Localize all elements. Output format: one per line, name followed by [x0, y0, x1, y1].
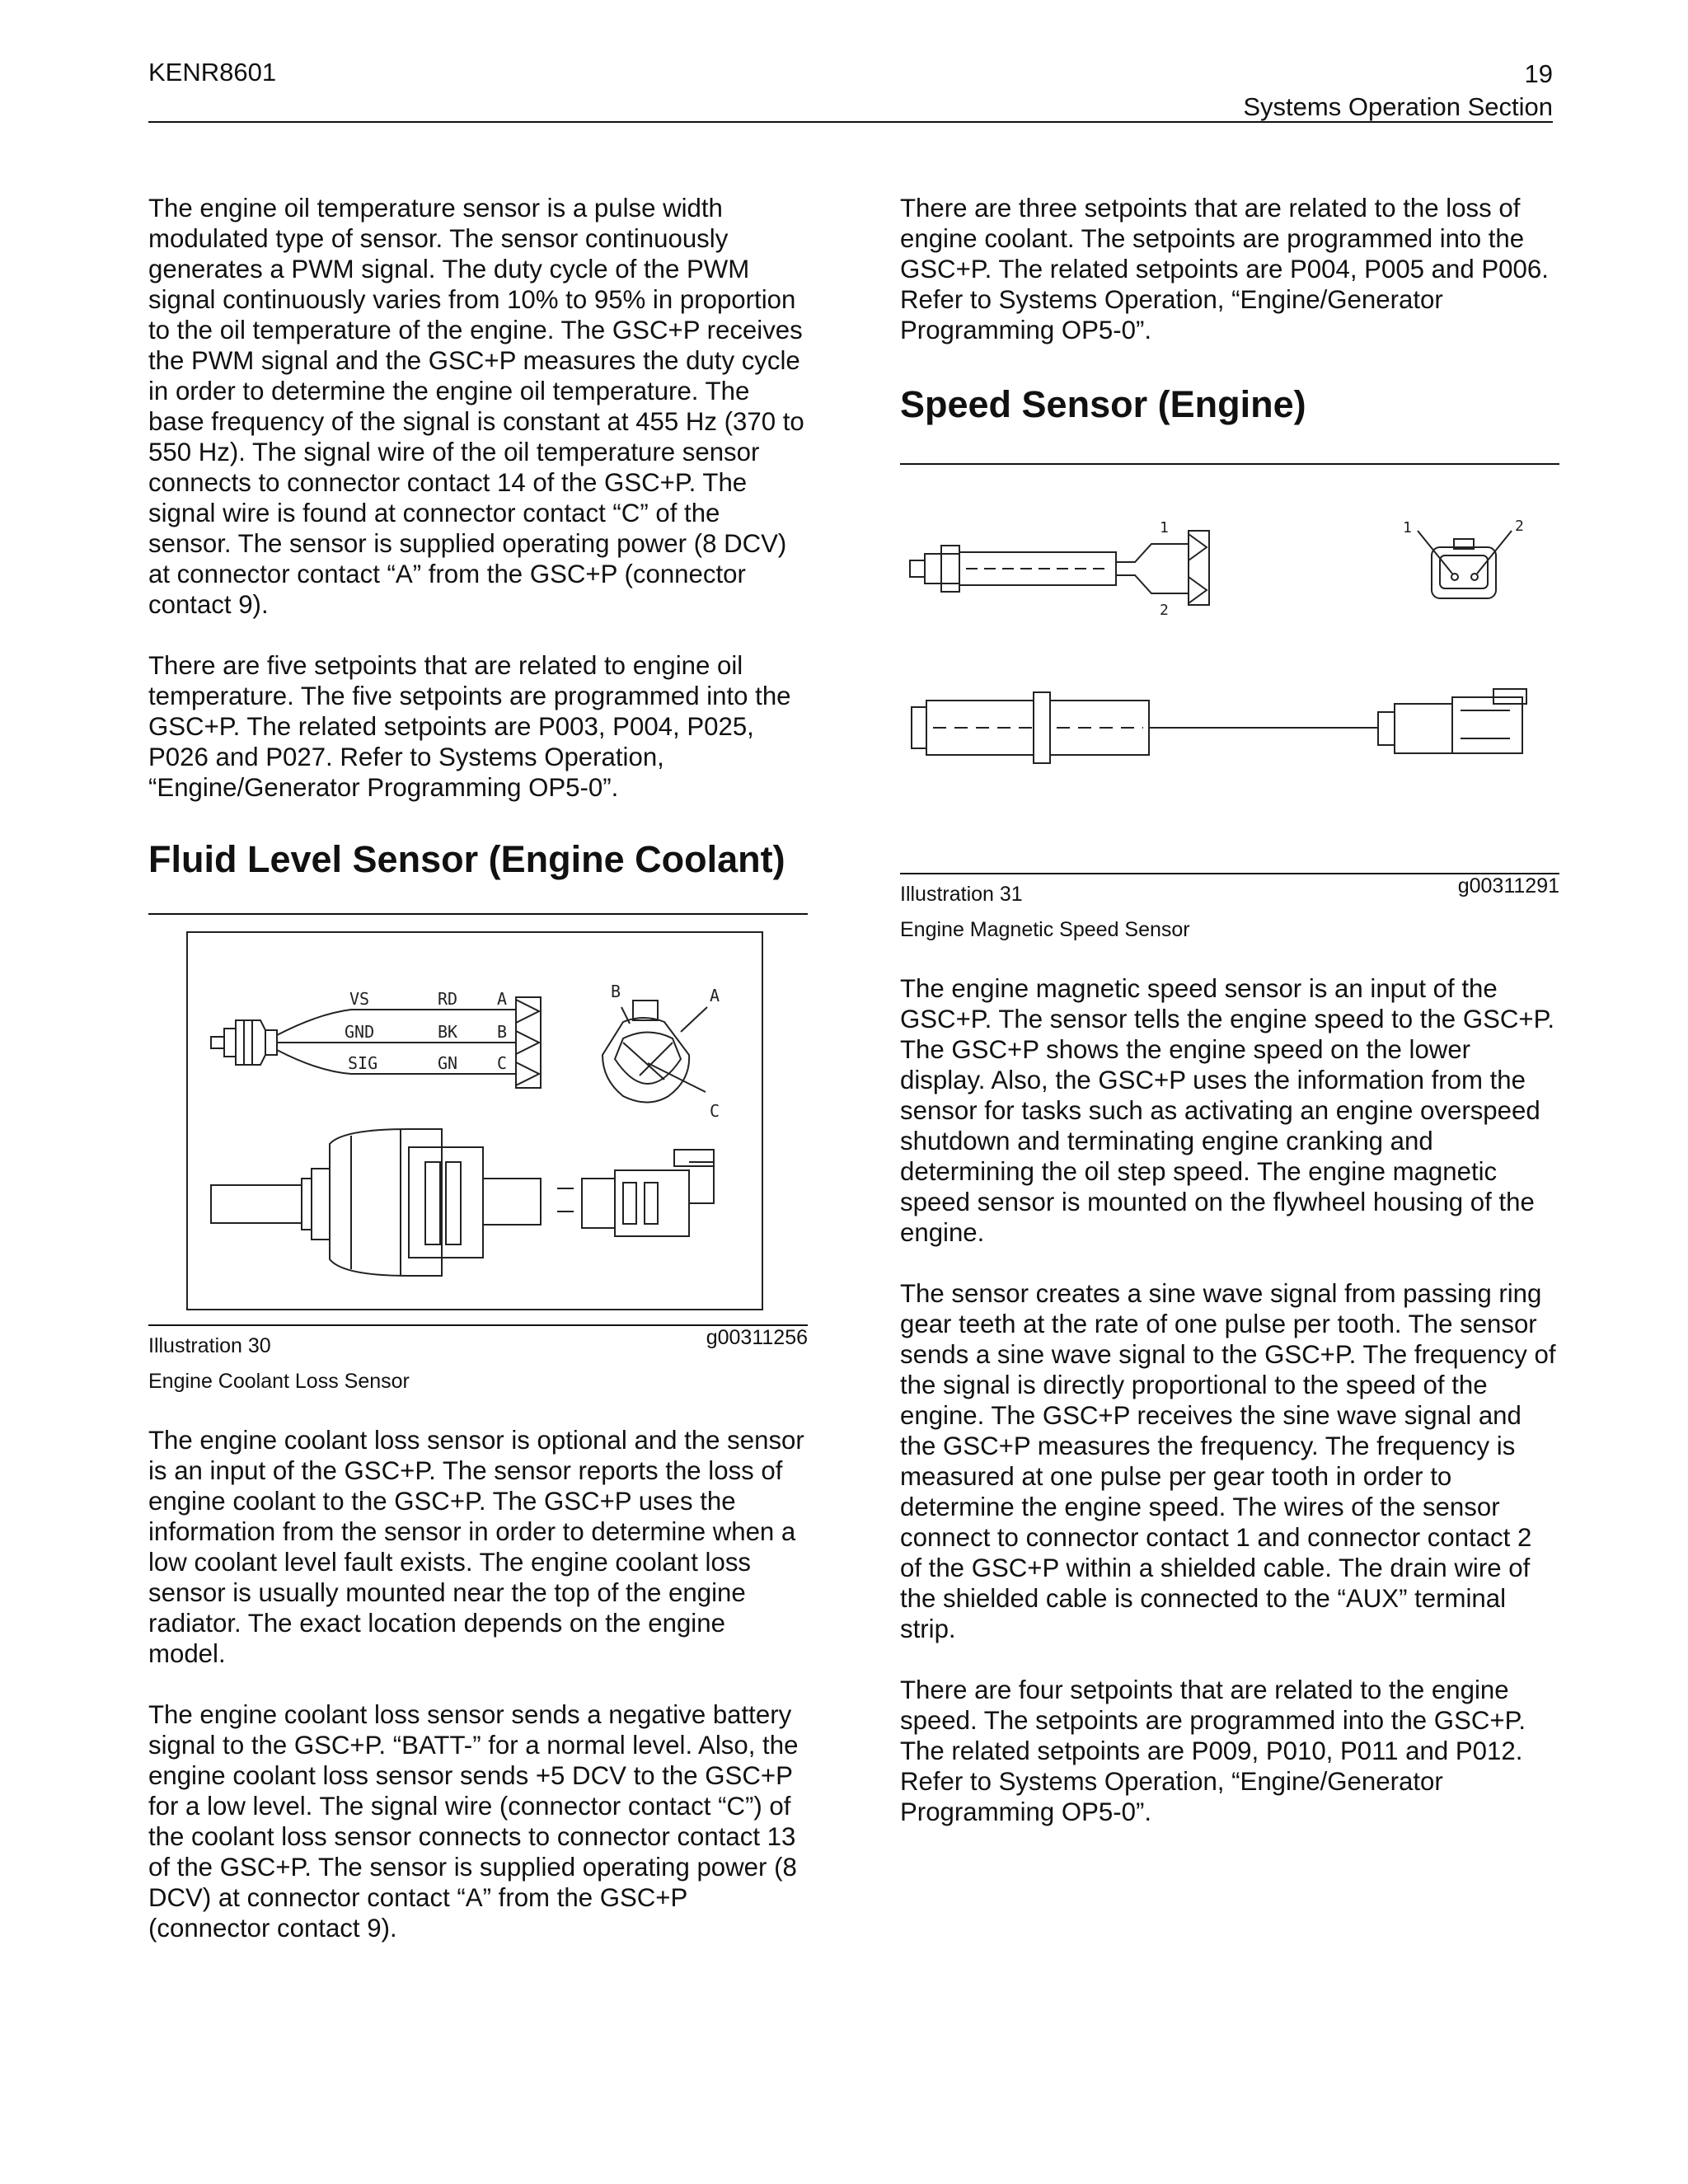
label-bk: BK — [438, 1022, 458, 1042]
label-vs: VS — [349, 989, 370, 1009]
section-title: Systems Operation Section — [1243, 92, 1553, 121]
oil-temp-sensor-paragraph: The engine oil temperature sensor is a pulse width modulated type of sensor. The sensor continuously generates a PWM signal. The duty cycle of the PWM signal continuously varies from 10% to 95% in proportion to the oil temperature of the engine. The GSC+P receives the PWM signal and the GSC+P measures the duty cycle in order to determine the engine oil temperature. The base frequency of the signal is constant at 455 Hz (370 to 550 Hz). The signal wire of the oil temperature sensor connects to connector contact 14 of the GSC+P. The signal wire is found at connector contact “C” of the sensor. The sensor is supplied operating power (8 DCV) at connector contact “A” from the GSC+P (connector contact 9). — [148, 194, 804, 619]
left-column — [148, 193, 808, 1943]
illustration-30-number: Illustration 30 — [148, 1334, 271, 1357]
speed-sensor-tip — [910, 560, 925, 577]
page-number: 19 — [1524, 59, 1553, 88]
speed-setpoints-paragraph: There are four setpoints that are related to the engine speed. The setpoints are programmed into the GSC+P. The related setpoints are P009, P010, P011 and P012. Refer to Systems Operation, “Engine/Generator Programming OP5-0”. — [900, 1675, 1526, 1826]
coolant-loss-intro-paragraph: The engine coolant loss sensor is optional and the sensor is an input of the GSC+P. The sensor reports the loss of engine coolant to the GSC+P. The GSC+P uses the information from the sensor in order to determine when a low coolant level fault exists. The engine coolant loss sensor is usually mounted near the top of the engine radiator. The exact location depends on the engine model. — [148, 1426, 804, 1668]
coolant-sensor-body — [211, 1185, 302, 1223]
coolant-setpoints-paragraph: There are three setpoints that are related to the loss of engine coolant. The setpoints are programmed into the GSC+P. The related setpoints are P004, P005 and P006. Refer to Systems Operation, “Engine/Generator Programming OP5-0”. — [900, 194, 1549, 344]
coolant-loss-sensor-figure — [186, 931, 808, 1315]
header-rule — [148, 121, 1553, 123]
illustration-31-title: Engine Magnetic Speed Sensor — [900, 918, 1190, 941]
speed-pin-2-label: 2 — [1160, 602, 1169, 619]
heading-rule — [148, 913, 808, 915]
page-header-right — [1243, 58, 1553, 124]
end-view-pin-c-label: C — [710, 1101, 720, 1121]
label-sig: SIG — [348, 1053, 378, 1073]
speed-sensor-diagram — [900, 481, 1559, 860]
document-id: KENR8601 — [148, 58, 277, 87]
end-view-pin-1-label: 1 — [1403, 519, 1412, 537]
fluid-level-sensor-heading: Fluid Level Sensor (Engine Coolant) — [148, 838, 785, 880]
illustration-30-id: g00311256 — [706, 1326, 808, 1349]
illustration-31-id: g00311291 — [1457, 874, 1559, 898]
illustration-31-caption-row — [900, 874, 1559, 907]
oil-temp-setpoints-paragraph: There are five setpoints that are related to engine oil temperature. The five setpoints are programmed into the GSC+P. The related setpoints are P003, P004, P025, P026 and P027. Refer to Systems Operation, “Engine/Generator Programming OP5-0”. — [148, 651, 791, 802]
speed-pin-1-label: 1 — [1160, 519, 1169, 537]
speed-sensor-connector — [1378, 712, 1395, 745]
pin-c-label: C — [497, 1053, 508, 1073]
coolant-loss-sensor-diagram — [186, 931, 763, 1310]
pin-b-label: B — [497, 1022, 508, 1042]
coolant-loss-signal-paragraph: The engine coolant loss sensor sends a negative battery signal to the GSC+P. “BATT-” for a normal level. Also, the engine coolant loss sensor sends +5 DCV to the GSC+P for a low level. The signal wire (connector contact “C”) of the coolant loss sensor connects to connector contact 13 of the GSC+P. The sensor is supplied operating power (8 DCV) at connector contact “A” from the GSC+P (connector contact 9). — [148, 1700, 799, 1943]
mating-connector — [582, 1179, 615, 1228]
illustration-30-title: Engine Coolant Loss Sensor — [148, 1370, 410, 1393]
figure-frame — [187, 932, 762, 1310]
speed-sensor-body — [912, 707, 926, 748]
speed-sensor-intro-paragraph: The engine magnetic speed sensor is an input of the GSC+P. The sensor tells the engine speed to the GSC+P. The GSC+P shows the engine speed on the lower display. Also, the GSC+P uses the information from the sensor for tasks such as activating an engine overspeed shutdown and terminating engine cranking and determining the oil step speed. The engine magnetic speed sensor is mounted on the flywheel housing of the engine. — [900, 974, 1555, 1247]
speed-sensor-signal-paragraph: The sensor creates a sine wave signal from passing ring gear teeth at the rate of one pulse per tooth. The sensor sends a sine wave signal to the GSC+P. The frequency of the signal is directly proportional to the speed of the engine. The GSC+P receives the sine wave signal and the GSC+P measures the frequency. The frequency is measured at one pulse per gear tooth in order to determine the engine speed. The wires of the sensor connect to connector contact 1 and connector contact 2 of the GSC+P within a shielded cable. The drain wire of the shielded cable is connected to the “AUX” terminal strip. — [900, 1279, 1556, 1643]
illustration-30-caption-row — [148, 1326, 808, 1359]
sensor-tip — [211, 1037, 224, 1048]
end-view-pin-b-label: B — [611, 982, 621, 1001]
label-gn: GN — [438, 1053, 458, 1073]
end-view-pin-a-label: A — [710, 986, 720, 1005]
speed-sensor-heading: Speed Sensor (Engine) — [900, 383, 1306, 425]
right-column — [900, 193, 1559, 1827]
pin-a-label: A — [497, 989, 508, 1009]
label-gnd: GND — [345, 1022, 375, 1042]
illustration-31-number: Illustration 31 — [900, 883, 1023, 906]
label-rd: RD — [438, 989, 458, 1009]
speed-sensor-figure — [900, 481, 1559, 865]
heading-rule — [900, 463, 1559, 465]
end-view-pin-2-label: 2 — [1515, 518, 1524, 535]
